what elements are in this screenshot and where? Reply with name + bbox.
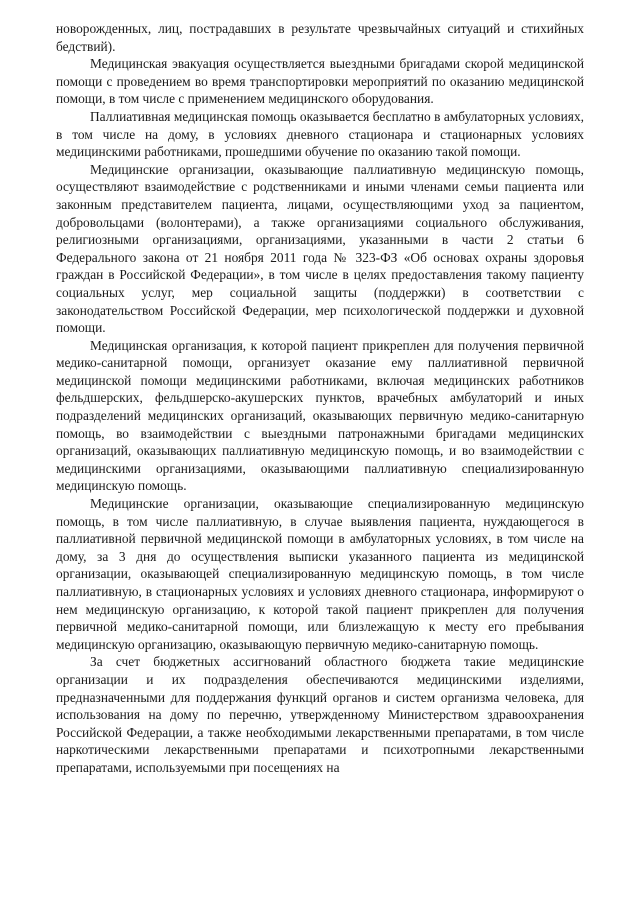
document-page [56, 20, 584, 890]
paragraph-palliative-organizations: Медицинские организации, оказывающие паллиативную медицинскую помощь, осуществляют взаимодействие с родственниками и иными членами семьи пациента или законным представителем пациента, лицами, осуществляющими уход за пациентом, добровольцами (волонтерами), а также организациями социального обслуживания, религиозными организациями, организациями, указанными в части 2 статьи 6 Федерального закона от 21 ноября 2011 года № 323-ФЗ «Об основах охраны здоровья граждан в Российской Федерации», в том числе в целях предоставления такому пациенту социальных услуг, мер социальной защиты (поддержки) в соответствии с законодательством Российской Федерации, мер психологической поддержки и духовной помощи. [56, 161, 584, 336]
paragraph-palliative-care: Паллиативная медицинская помощь оказывается бесплатно в амбулаторных условиях, в том числе на дому, в условиях дневного стационара и стационарных условиях медицинскими работниками, прошедшими обучение по оказанию такой помощи. [56, 108, 584, 160]
paragraph-continuation: новорожденных, лиц, пострадавших в результате чрезвычайных ситуаций и стихийных бедствий). [56, 21, 584, 54]
paragraph-specialized-care: Медицинские организации, оказывающие специализированную медицинскую помощь, в том числе паллиативную, в случае выявления пациента, нуждающегося в паллиативной первичной медицинской помощи в амбулаторных условиях, в том числе на дому, за 3 дня до осуществления выписки указанного пациента из медицинской организации, оказывающей специализированную медицинскую помощь, в том числе паллиативную, в стационарных условиях и условиях дневного стационара, информируют о нем медицинскую организацию, к которой такой пациент прикреплен для получения первичной медико-санитарной помощи, или близлежащую к месту его пребывания медицинскую организацию, оказывающую первичную медико-санитарную помощь. [56, 496, 584, 652]
paragraph-medical-evacuation: Медицинская эвакуация осуществляется выездными бригадами скорой медицинской помощи с проведением во время транспортировки мероприятий по оказанию медицинской помощи, в том числе с применением медицинского оборудования. [56, 56, 584, 107]
paragraph-budget-funding: За счет бюджетных ассигнований областного бюджета такие медицинские организации и их подразделения обеспечиваются медицинскими изделиями, предназначенными для поддержания функций органов и систем организма человека, для использования на дому по перечню, утвержденному Министерством здравоохранения Российской Федерации, а также необходимыми лекарственными препаратами, в том числе наркотическими лекарственными препаратами и психотропными лекарственными препаратами, используемыми при посещениях на [56, 654, 584, 775]
paragraph-primary-care-organization: Медицинская организация, к которой пациент прикреплен для получения первичной медико-санитарной помощи, организует оказание ему паллиативной первичной медицинской помощи медицинскими работниками, включая медицинских работников фельдшерских, фельдшерско-акушерских пунктов, врачебных амбулаторий и иных подразделений медицинских организаций, оказывающих первичную медико-санитарную помощь, во взаимодействии с выездными патронажными бригадами медицинских организаций, оказывающих паллиативную медицинскую помощь, и во взаимодействии с медицинскими организациями, оказывающими паллиативную специализированную медицинскую помощь. [56, 337, 584, 494]
